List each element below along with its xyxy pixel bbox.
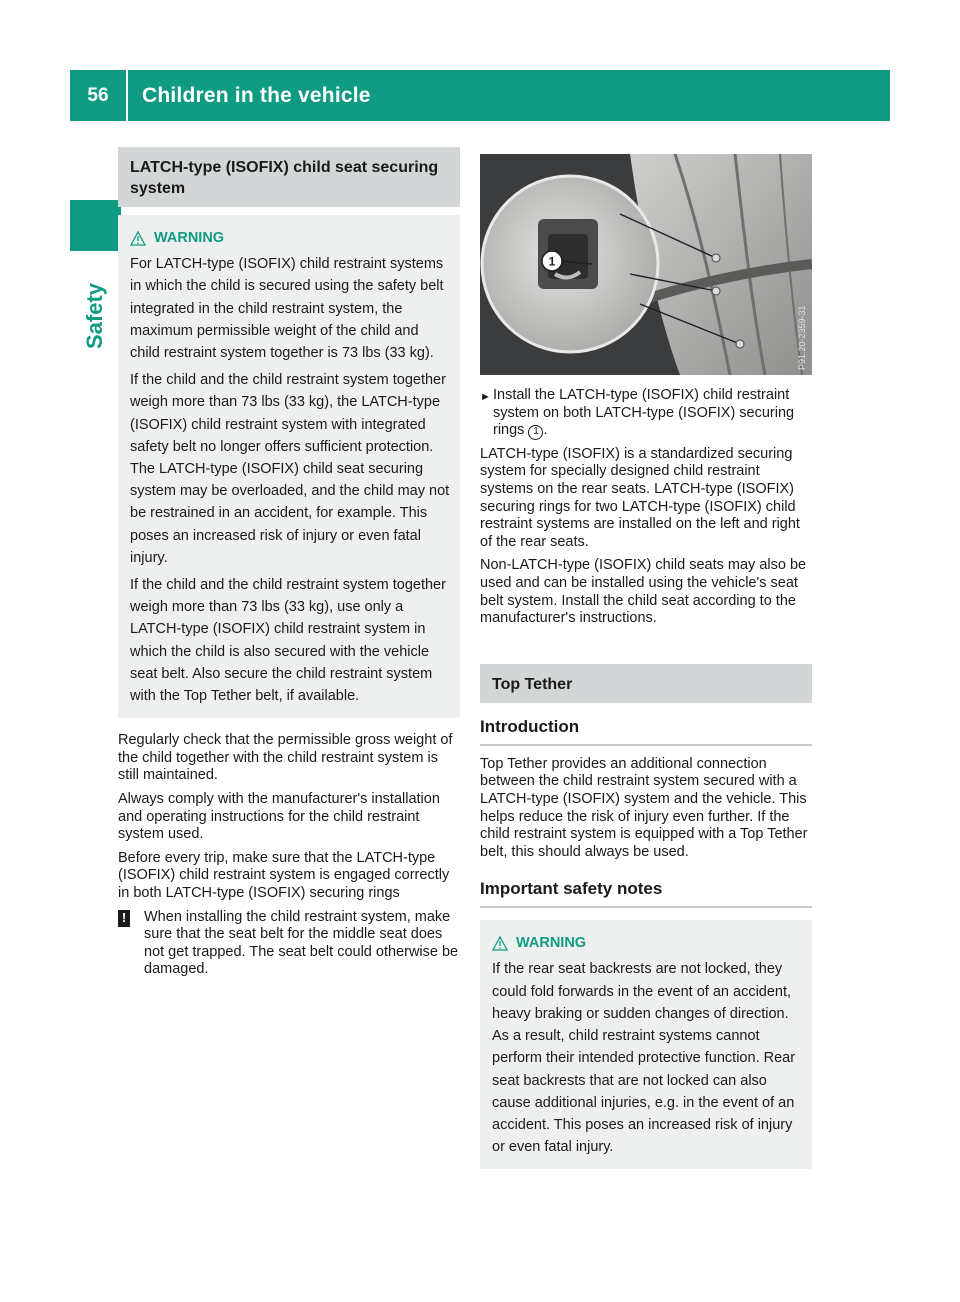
isofix-illustration — [480, 154, 812, 375]
body-paragraph: Regularly check that the permissible gross weight of the child together with the child restraint system is still maintained. — [118, 732, 453, 784]
isofix-photo — [480, 154, 812, 375]
warning-paragraph: If the rear seat backrests are not locked, they could fold forwards in the event of an accident, heavy braking or sudden changes of direction. As a result, child restraint systems cannot perform their intended protective function. Rear seat backrests that are not locked can also cause additional injuries, e.g. in the event of an accident. This poses an increased risk of injury or even fatal injury. — [492, 961, 796, 1156]
right-column — [480, 154, 812, 1169]
page-header — [70, 70, 890, 121]
step-text — [493, 387, 812, 440]
warning-triangle-icon — [492, 936, 508, 951]
body-paragraph: Before every trip, make sure that the LATCH-type (ISOFIX) child restraint system is engaged correctly in both LATCH-type (ISOFIX) securing rings — [118, 849, 450, 902]
introduction-text: Top Tether provides an additional connection between the child restraint system secured with a LATCH-type (ISOFIX) system and the vehicle. This helps reduce the risk of injury even further. If the child restraint system is equipped with a Top Tether belt, this should always be used. — [480, 755, 808, 860]
warning-box — [118, 215, 460, 718]
sidebar-marker — [70, 200, 121, 251]
body-paragraph: Always comply with the manufacturer's installation and operating instructions for the child restraint system used. — [118, 791, 440, 843]
step-text-end: . — [543, 422, 548, 439]
warning-triangle-icon — [130, 231, 146, 246]
sidebar-section-label: Safety — [82, 282, 107, 349]
warning-header — [492, 932, 802, 954]
warning-paragraph: If the child and the child restraint system together weigh more than 73 lbs (33 kg), the LATCH-type (ISOFIX) child restraint system with integrated safety belt no longer offers sufficient protection. The LATCH-type (ISOFIX) child seat securing system may be overloaded, and the child may not be restrained in an accident, for example. This poses an increased risk of injury or even fatal injury. — [130, 372, 450, 566]
callout-1: 1 — [548, 254, 556, 269]
warning-header — [130, 227, 450, 249]
top-tether-title: Top Tether — [480, 664, 812, 703]
instruction-step — [480, 387, 812, 440]
warning-label: WARNING — [516, 935, 587, 952]
exclamation-icon: ! — [118, 910, 130, 927]
warning-label: WARNING — [154, 230, 225, 246]
safety-notes-heading: Important safety notes — [480, 879, 812, 908]
chapter-title: Children in the vehicle — [142, 83, 371, 107]
left-column — [118, 147, 460, 979]
body-paragraph: Non-LATCH-type (ISOFIX) child seats may also be used and can be installed using the vehicle's seat belt system. Install the child seat according to the manufacturer's instructions. — [480, 557, 807, 627]
warning-box — [480, 920, 812, 1169]
figure-code: P91.20-2359-31 — [797, 305, 807, 370]
page-number: 56 — [70, 70, 128, 121]
warning-paragraph: If the child and the child restraint system together weigh more than 73 lbs (33 kg), use only a LATCH-type (ISOFIX) child restraint system in which the child is also secured with the vehicle seat belt. Also secure the child restraint system with the Top Tether belt, if available. — [130, 577, 446, 705]
caution-note — [118, 909, 460, 979]
introduction-heading: Introduction — [480, 717, 812, 746]
note-text: When installing the child restraint system, make sure that the seat belt for the middle seat does not get trapped. The seat belt could otherwise be damaged. — [144, 908, 459, 978]
body-paragraph: LATCH-type (ISOFIX) is a standardized securing system for specially designed child restraint systems on the rear seats. LATCH-type (ISOFIX) securing rings for two LATCH-type (ISOFIX) child restraint systems are installed on the left and right of the rear seats. — [480, 445, 800, 550]
step-text-main: Install the LATCH-type (ISOFIX) child restraint system on both LATCH-type (ISOFIX) securing rings — [493, 387, 795, 439]
warning-paragraph: For LATCH-type (ISOFIX) child restraint systems in which the child is secured using the safety belt integrated in the child restraint system, the maximum permissible weight of the child and child restraint system together is 73 lbs (33 kg). — [130, 256, 444, 362]
step-arrow-icon: ► — [480, 391, 491, 403]
section-title: LATCH-type (ISOFIX) child seat securing system — [118, 147, 460, 207]
ref-circle-1: 1 — [528, 425, 543, 440]
